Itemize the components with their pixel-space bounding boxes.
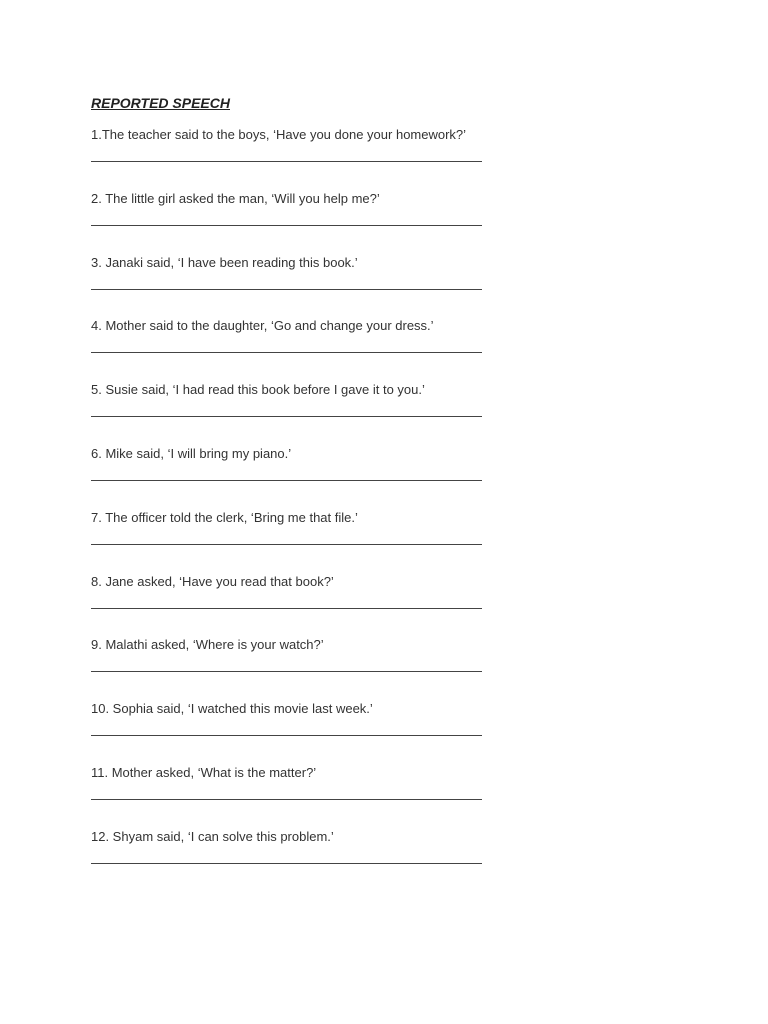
question-text: 9. Malathi asked, ‘Where is your watch?’ [91, 637, 324, 653]
answer-line[interactable] [91, 863, 482, 864]
answer-line[interactable] [91, 671, 482, 672]
question-text: 8. Jane asked, ‘Have you read that book?’ [91, 573, 334, 589]
question-list [91, 116, 491, 882]
question-item [91, 371, 491, 435]
question-text: 11. Mother asked, ‘What is the matter?’ [91, 764, 317, 780]
answer-line[interactable] [91, 289, 482, 290]
question-item [91, 244, 491, 308]
question-item [91, 499, 491, 563]
question-text: 6. Mike said, ‘I will bring my piano.’ [91, 445, 292, 461]
answer-line[interactable] [91, 352, 482, 353]
answer-line[interactable] [91, 735, 482, 736]
answer-line[interactable] [91, 544, 482, 545]
answer-line[interactable] [91, 416, 482, 417]
question-text: 7. The officer told the clerk, ‘Bring me that file.’ [91, 509, 358, 525]
question-text: 5. Susie said, ‘I had read this book before I gave it to you.’ [91, 382, 425, 398]
answer-line[interactable] [91, 161, 482, 162]
question-text: 4. Mother said to the daughter, ‘Go and change your dress.’ [91, 318, 434, 334]
answer-line[interactable] [91, 225, 482, 226]
worksheet-page [91, 94, 491, 882]
question-item [91, 818, 491, 882]
question-item [91, 563, 491, 627]
question-text: 1.The teacher said to the boys, ‘Have you done your homework?’ [91, 127, 467, 142]
question-text: 2. The little girl asked the man, ‘Will you help me?’ [91, 190, 380, 206]
question-item [91, 690, 491, 754]
worksheet-title: REPORTED SPEECH [91, 95, 230, 111]
question-item [91, 435, 491, 499]
question-item [91, 180, 491, 244]
question-item [91, 626, 491, 690]
question-item [91, 307, 491, 371]
question-text: 10. Sophia said, ‘I watched this movie last week.’ [91, 701, 373, 717]
answer-line[interactable] [91, 480, 482, 481]
question-item [91, 754, 491, 818]
question-item [91, 116, 491, 180]
question-text: 12. Shyam said, ‘I can solve this problem.’ [91, 828, 334, 844]
question-text: 3. Janaki said, ‘I have been reading this book.’ [91, 254, 358, 270]
answer-line[interactable] [91, 799, 482, 800]
answer-line[interactable] [91, 608, 482, 609]
